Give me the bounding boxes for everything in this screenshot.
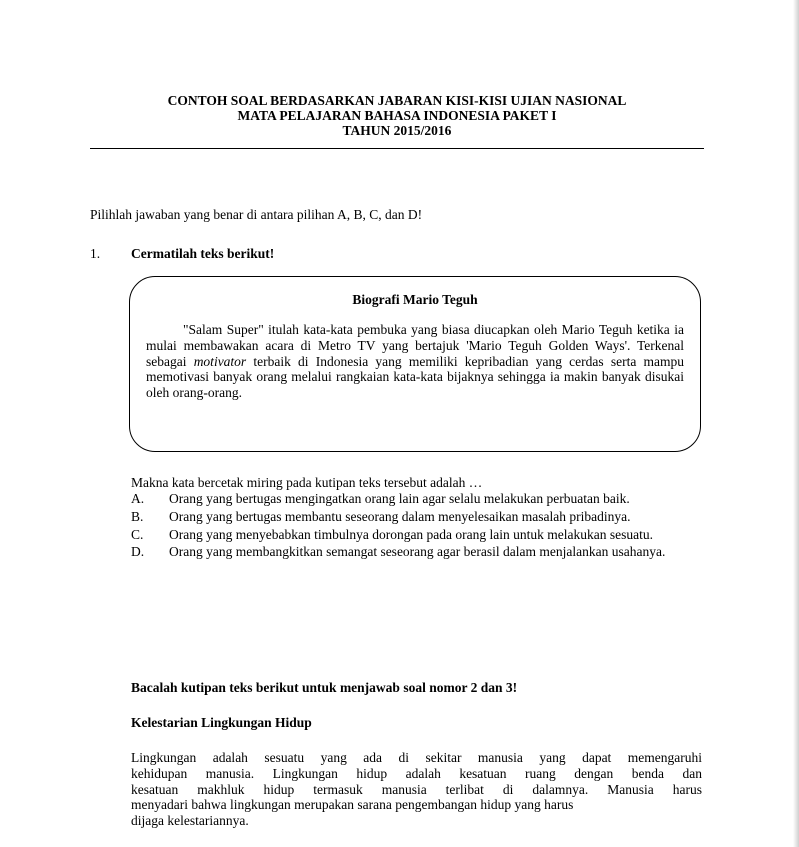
option-text: Orang yang membangkitkan semangat seseorang agar berasil dalam menjalankan usahanya.: [169, 544, 666, 560]
scroll-edge: [793, 0, 799, 847]
option-letter: C.: [131, 526, 144, 542]
passage-line: kehidupan manusia. Lingkungan hidup adalah kesatuan ruang dengan benda dan: [131, 765, 702, 781]
option-b: [131, 509, 702, 525]
passage-line: dijaga kelestariannya.: [131, 813, 249, 829]
option-c: [131, 527, 702, 543]
option-d: [131, 544, 702, 560]
passage-line: Lingkungan adalah sesuatu yang ada di sekitar manusia yang dapat memengaruhi: [131, 750, 702, 765]
box-text-after: terbaik di Indonesia yang memiliki kepribadian yang cerdas serta mampu memotivasi banyak orang melalui rangkaian kata-kata bijaknya sehingga ia makin banyak disukai oleh orang-orang.: [146, 353, 685, 401]
title-line-3: TAHUN 2015/2016: [342, 123, 452, 138]
box-text-before: "Salam Super" itulah kata-kata pembuka yang biasa diucapkan oleh Mario Teguh ketika ia mulai membawakan acara di Metro TV yang bertajuk 'Mario Teguh Golden Ways'. Terkenal sebagai: [146, 322, 684, 369]
title-underline: [90, 148, 704, 149]
question-prompt: Cermatilah teks berikut!: [131, 246, 275, 261]
option-a: [131, 491, 702, 507]
reading-title: Kelestarian Lingkungan Hidup: [131, 715, 312, 730]
option-text: Orang yang bertugas membantu seseorang dalam menyelesaikan masalah pribadinya.: [169, 508, 631, 524]
box-title: Biografi Mario Teguh: [352, 292, 478, 307]
question-number: 1.: [90, 246, 101, 261]
instruction-text: Pilihlah jawaban yang benar di antara pilihan A, B, C, dan D!: [90, 207, 423, 222]
answer-options: [131, 491, 702, 562]
option-letter: D.: [131, 544, 145, 560]
option-letter: B.: [131, 508, 144, 524]
question-text: Makna kata bercetak miring pada kutipan teks tersebut adalah …: [131, 475, 483, 490]
box-text: [146, 322, 684, 401]
text-box: [129, 276, 701, 452]
reading-passage: [131, 750, 702, 829]
passage-line: menyadari bahwa lingkungan merupakan sarana pengembangan hidup yang harus: [131, 797, 574, 813]
option-letter: A.: [131, 491, 145, 506]
reading-heading: Bacalah kutipan teks berikut untuk menjawab soal nomor 2 dan 3!: [131, 680, 518, 695]
title-line-1: CONTOH SOAL BERDASARKAN JABARAN KISI-KISI UJIAN NASIONAL: [167, 93, 627, 108]
document-title: [90, 93, 704, 138]
passage-line: kesatuan makhluk hidup termasuk manusia terlibat di dalamnya. Manusia harus: [131, 781, 702, 797]
title-line-2: MATA PELAJARAN BAHASA INDONESIA PAKET I: [237, 108, 557, 123]
option-text: Orang yang bertugas mengingatkan orang lain agar selalu melakukan perbuatan baik.: [169, 491, 630, 506]
option-text: Orang yang menyebabkan timbulnya dorongan pada orang lain untuk melakukan sesuatu.: [169, 526, 653, 542]
box-text-italic: motivator: [193, 353, 247, 369]
